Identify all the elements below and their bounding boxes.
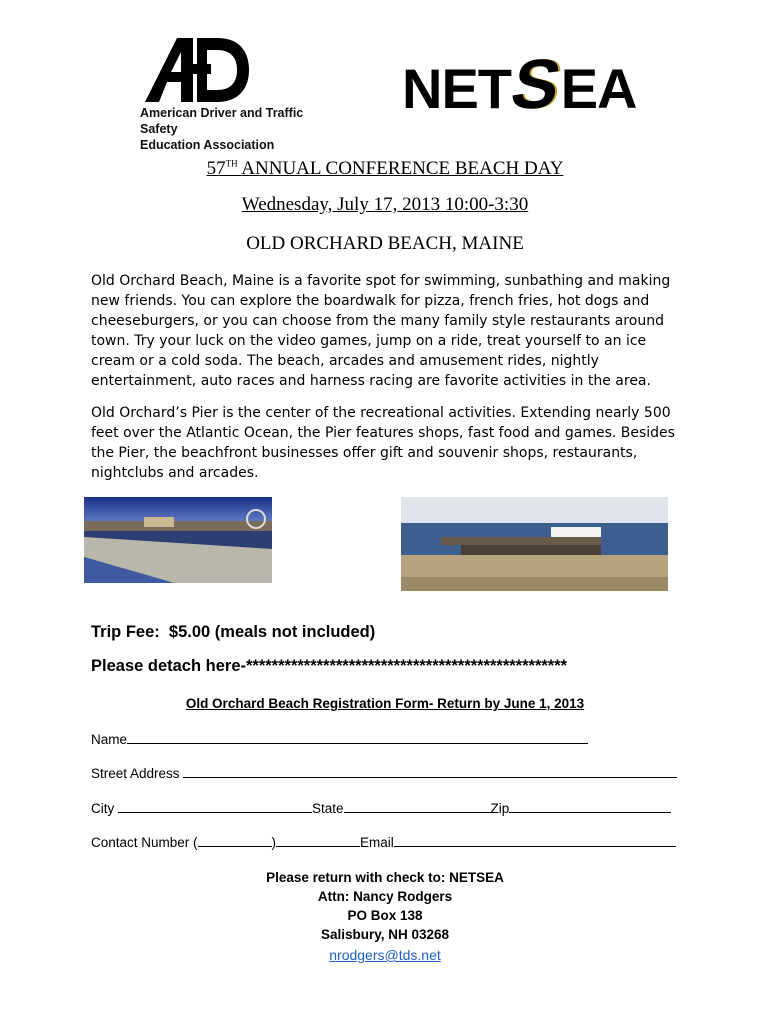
email-field[interactable] [394,832,676,847]
description-2 [91,403,681,483]
name-label: Name [91,732,128,747]
street-label: Street Address [91,766,180,781]
return-line-4: Salisbury, NH 03268 [320,927,450,942]
contact-row [91,832,676,852]
return-address [0,868,770,965]
name-field[interactable] [127,729,588,744]
area-code-field[interactable] [198,832,272,847]
edition-number: 57 [206,158,226,180]
location-heading: OLD ORCHARD BEACH, MAINE [246,233,524,254]
pier-photo [401,497,668,591]
return-line-1: Please return with check to: NETSEA [266,870,504,885]
beach-photo [84,497,272,583]
detach-line: Please detach here-************************************************** [91,657,568,675]
city-label: City [91,801,115,816]
email-label: Email [360,835,394,850]
netsea-s: S [504,45,567,123]
conference-title-text: ANNUAL CONFERENCE BEACH DAY [241,158,564,180]
street-row [91,763,677,783]
adtsea-caption-line1: American Driver and Traffic Safety [140,106,304,136]
name-row [91,729,588,749]
description [91,271,681,391]
city-field[interactable] [118,798,312,813]
adtsea-caption-line2: Education Association [140,138,275,152]
netsea-suffix: EA [560,57,637,120]
adtsea-logo [140,36,340,152]
contact-email-link[interactable]: nrodgers@tds.net [329,947,441,963]
trip-fee: Trip Fee: $5.00 (meals not included) [91,623,376,641]
registration-form-title: Old Orchard Beach Registration Form- Return by June 1, 2013 [185,696,585,711]
contact-close-paren: ) [271,835,277,850]
return-line-2: Attn: Nancy Rodgers [317,889,453,904]
zip-label: Zip [490,801,510,816]
netsea-prefix: NET [402,57,511,120]
conference-title [0,152,770,181]
date-line: Wednesday, July 17, 2013 10:00-3:30 [241,194,529,215]
paragraph-2: Old Orchard’s Pier is the center of the recreational activities. Extending nearly 500 feet over the Atlantic Ocean, the Pier features shops, fast food and games. Besides the Pier, the beachfront businesses offer gift and souvenir shops, restaurants, nightclubs and arcades. [91,405,675,481]
zip-field[interactable] [509,798,671,813]
city-state-zip-row [91,798,671,818]
state-field[interactable] [344,798,491,813]
phone-field[interactable] [276,832,360,847]
paragraph-1: Old Orchard Beach, Maine is a favorite spot for swimming, sunbathing and making new friends. You can explore the boardwalk for pizza, french fries, hot dogs and cheeseburgers, or you can choose from the many family style restaurants around town. Try your luck on the video games, jump on a ride, treat yourself to an ice cream or a cold soda. The beach, arcades and amusement rides, nightly entertainment, auto races and harness racing are favorite activities in the area. [91,273,671,389]
state-label: State [312,801,344,816]
street-address-field[interactable] [183,763,677,778]
return-line-3: PO Box 138 [347,908,423,923]
contact-label: Contact Number ( [91,835,198,850]
adtsea-logo-icon [145,36,255,104]
edition-suffix: TH [225,159,238,169]
netsea-logo [402,44,637,128]
